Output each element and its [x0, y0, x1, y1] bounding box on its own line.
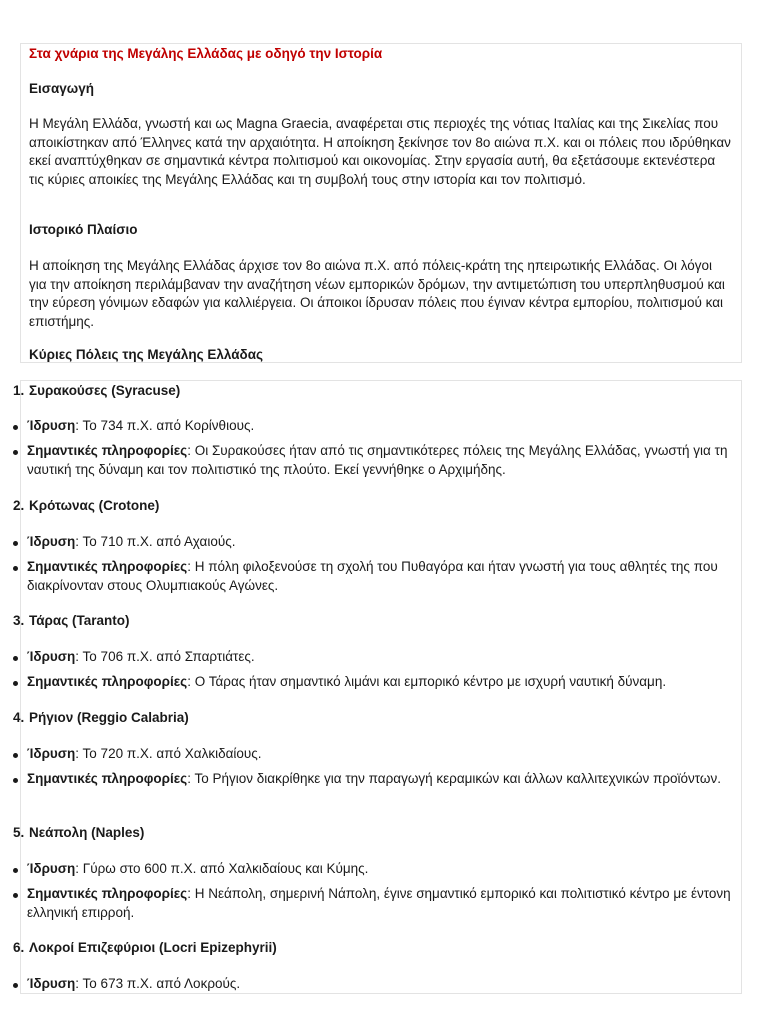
bullet-icon — [13, 753, 18, 758]
info-text: : Η πόλη φιλοξενούσε τη σχολή του Πυθαγόρα και ήταν γνωστή για τους αθλητές της που διακρίνονταν στους Ολυμπιακούς Αγώνες. — [27, 559, 718, 593]
item-number: 2. — [13, 498, 25, 513]
city-name: Ρήγιον (Reggio Calabria) — [29, 710, 189, 725]
document-page-2 — [13, 380, 742, 994]
item-number: 4. — [13, 710, 25, 725]
document-title: Στα χνάρια της Μεγάλης Ελλάδας με οδηγό την Ιστορία — [29, 46, 383, 61]
founding-text: : Το 673 π.Χ. από Λοκρούς. — [75, 976, 241, 991]
founding-line — [27, 417, 731, 436]
intro-heading: Εισαγωγή — [29, 81, 94, 96]
info-line — [27, 558, 731, 595]
bullet-icon — [13, 425, 18, 430]
founding-line — [27, 975, 731, 994]
founding-label: Ίδρυση — [27, 534, 76, 549]
bullet-icon — [13, 541, 18, 546]
city-name: Τάρας (Taranto) — [29, 613, 130, 628]
bullet-icon — [13, 778, 18, 783]
info-label: Σημαντικές πληροφορίες — [27, 674, 188, 689]
founding-label: Ίδρυση — [27, 976, 76, 991]
founding-text: : Το 706 π.Χ. από Σπαρτιάτες. — [75, 649, 255, 664]
bullet-icon — [13, 566, 18, 571]
item-number: 6. — [13, 940, 25, 955]
info-line — [27, 673, 731, 692]
info-text: : Το Ρήγιον διακρίθηκε για την παραγωγή κεραμικών και άλλων καλλιτεχνικών προϊόντων. — [187, 771, 721, 786]
founding-label: Ίδρυση — [27, 861, 76, 876]
context-paragraph: Η αποίκηση της Μεγάλης Ελλάδας άρχισε τον 8ο αιώνα π.Χ. από πόλεις-κράτη της ηπειρωτικής Ελλάδας. Οι λόγοι για την αποίκηση περιλάμβαναν την αναζήτηση νέων εμπορικών δρόμων, την αντιμετώπιση του υπερπληθυσμού και την εύρεση γόνιμων εδαφών για καλλιέργεια. Οι άποικοι ίδρυσαν πόλεις που έγιναν κέντρα εμπορίου, πολιτισμού και επιστήμης. — [29, 258, 725, 329]
city-name: Νεάπολη (Naples) — [29, 825, 145, 840]
founding-text: : Το 734 π.Χ. από Κορίνθιους. — [75, 418, 255, 433]
founding-line — [27, 533, 731, 552]
city-name: Κρότωνας (Crotone) — [29, 498, 160, 513]
founding-text: : Το 710 π.Χ. από Αχαιούς. — [75, 534, 236, 549]
info-text: : Οι Συρακούσες ήταν από τις σημαντικότερες πόλεις της Μεγάλης Ελλάδας, γνωστή για τη ναυτική της δύναμη και τον πολιτιστικό της πλούτο. Εκεί γεννήθηκε ο Αρχιμήδης. — [27, 443, 728, 477]
founding-label: Ίδρυση — [27, 418, 76, 433]
founding-label: Ίδρυση — [27, 649, 76, 664]
document-page-1 — [20, 43, 742, 363]
info-text: : Ο Τάρας ήταν σημαντικό λιμάνι και εμπορικό κέντρο με ισχυρή ναυτική δύναμη. — [187, 674, 667, 689]
item-number: 5. — [13, 825, 25, 840]
bullet-icon — [13, 681, 18, 686]
info-label: Σημαντικές πληροφορίες — [27, 559, 188, 574]
bullet-icon — [13, 656, 18, 661]
founding-line — [27, 745, 731, 764]
city-name: Λοκροί Επιζεφύριοι (Locri Epizephyrii) — [29, 940, 277, 955]
info-label: Σημαντικές πληροφορίες — [27, 886, 188, 901]
info-text: : Η Νεάπολη, σημερινή Νάπολη, έγινε σημαντικό εμπορικό και πολιτιστικό κέντρο με έντονη ελληνική επιρροή. — [27, 886, 731, 920]
founding-line — [27, 648, 731, 667]
info-label: Σημαντικές πληροφορίες — [27, 771, 188, 786]
founding-text: : Γύρω στο 600 π.Χ. από Χαλκιδαίους και Κύμης. — [75, 861, 369, 876]
context-heading: Ιστορικό Πλαίσιο — [29, 222, 138, 237]
founding-line — [27, 860, 731, 879]
item-number: 3. — [13, 613, 25, 628]
info-line — [27, 885, 731, 922]
cities-heading: Κύριες Πόλεις της Μεγάλης Ελλάδας — [29, 347, 264, 362]
bullet-icon — [13, 983, 18, 988]
bullet-icon — [13, 450, 18, 455]
info-label: Σημαντικές πληροφορίες — [27, 443, 188, 458]
intro-paragraph: Η Μεγάλη Ελλάδα, γνωστή και ως Magna Graecia, αναφέρεται στις περιοχές της νότιας Ιταλίας και της Σικελίας που αποικίστηκαν από Έλληνες κατά την αρχαιότητα. Η αποίκηση ξεκίνησε τον 8ο αιώνα π.Χ. και οι πόλεις που ιδρύθηκαν εκεί αναπτύχθηκαν σε σημαντικά κέντρα πολιτισμού και οικονομίας. Στην εργασία αυτή, θα εξετάσουμε εκτενέστερα τις κύριες αποικίες της Μεγάλης Ελλάδας και τη συμβολή τους στην ιστορία και τον πολιτισμό. — [29, 116, 731, 187]
founding-label: Ίδρυση — [27, 746, 76, 761]
bullet-icon — [13, 893, 18, 898]
founding-text: : Το 720 π.Χ. από Χαλκιδαίους. — [75, 746, 262, 761]
info-line — [27, 442, 731, 479]
bullet-icon — [13, 868, 18, 873]
city-name: Συρακούσες (Syracuse) — [29, 383, 181, 398]
item-number: 1. — [13, 383, 25, 398]
info-line — [27, 770, 731, 789]
